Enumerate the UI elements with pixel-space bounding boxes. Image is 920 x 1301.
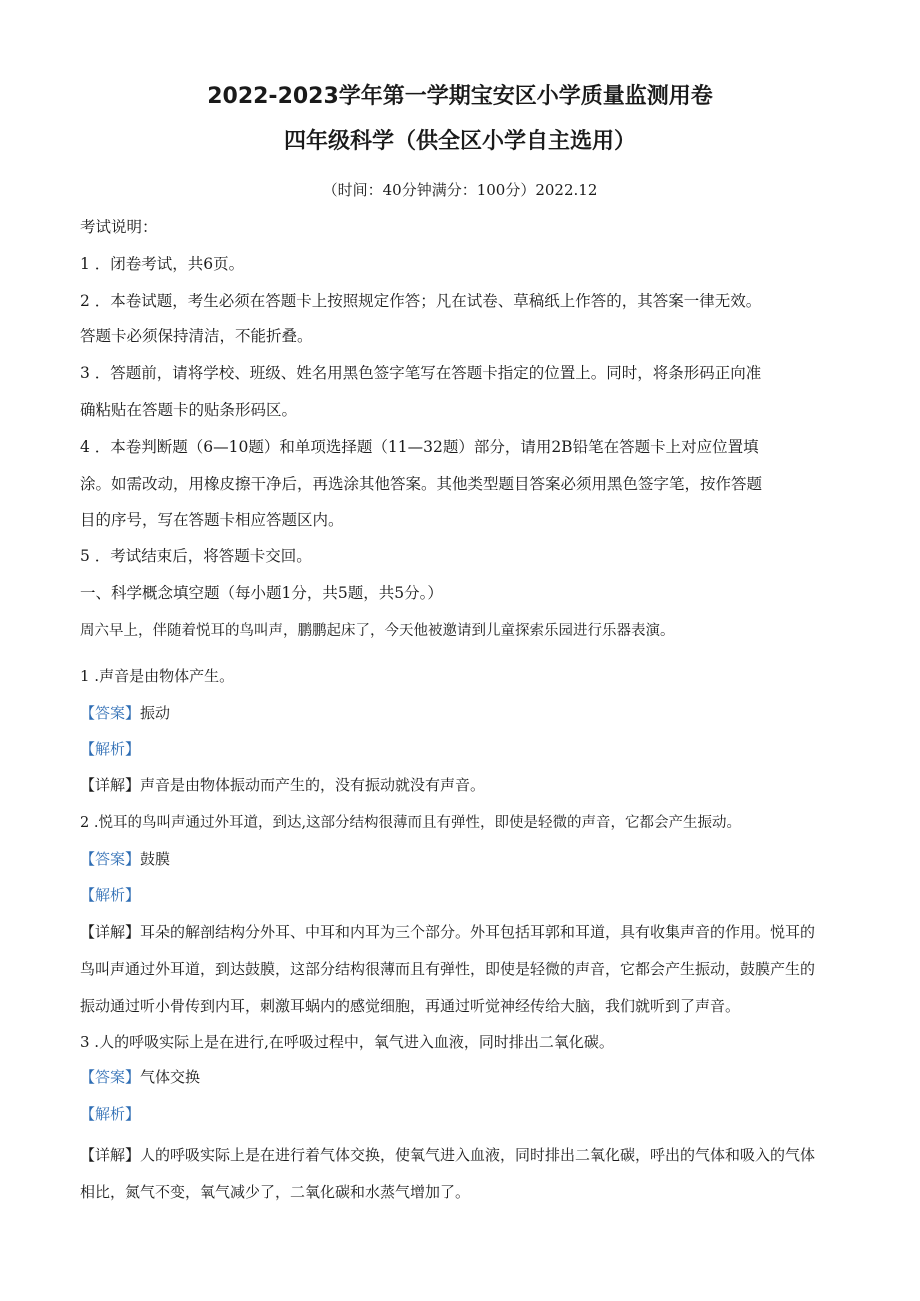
analysis-line — [80, 885, 140, 905]
detail-text: 人的呼吸实际上是在进行着气体交换，使氧气进入血液，同时排出二氧化碳，呼出的气体和吸入的气体 — [140, 1146, 816, 1164]
answer-line — [80, 1067, 200, 1087]
detail-label: 【详解】 — [80, 776, 141, 794]
detail-label: 【详解】 — [80, 1146, 141, 1164]
exam-time-info: （时间：40分钟满分：100分）2022.12 — [322, 181, 598, 199]
section-heading: 一、科学概念填空题（每小题1分，共5题，共5分。） — [80, 584, 443, 602]
instruction-item: 2 ．本卷试题，考生必须在答题卡上按照规定作答；凡在试卷、草稿纸上作答的，其答案一律无效。 — [80, 292, 762, 310]
answer-line — [80, 703, 170, 723]
instruction-item: 目的序号，写在答题卡相应答题区内。 — [80, 511, 344, 529]
analysis-label: 【解析】 — [80, 740, 141, 758]
detail-line — [80, 1145, 815, 1165]
instructions-heading: 考试说明： — [80, 218, 158, 236]
detail-text: 耳朵的解剖结构分外耳、中耳和内耳为三个部分。外耳包括耳郭和耳道，具有收集声音的作用。悦耳的 — [140, 923, 816, 941]
answer-line — [80, 849, 170, 869]
answer-label: 【答案】 — [80, 1068, 141, 1086]
question-text: 2 .悦耳的鸟叫声通过外耳道，到达,这部分结构很薄而且有弹性，即使是轻微的声音，它都会产生振动。 — [80, 815, 742, 831]
answer-label: 【答案】 — [80, 850, 141, 868]
detail-line — [80, 775, 485, 795]
instruction-item: 5 ．考试结束后，将答题卡交回。 — [80, 547, 312, 565]
detail-text: 振动通过听小骨传到内耳，刺激耳蜗内的感觉细胞，再通过听觉神经传给大脑，我们就听到了声音。 — [80, 997, 741, 1015]
instruction-item: 3 ．答题前，请将学校、班级、姓名用黑色签字笔写在答题卡指定的位置上。同时，将条形码正向准 — [80, 364, 762, 382]
analysis-label: 【解析】 — [80, 1105, 141, 1123]
question-text: 1 .声音是由物体产生。 — [80, 667, 235, 685]
detail-line — [80, 922, 815, 942]
detail-text: 鸟叫声通过外耳道，到达鼓膜，这部分结构很薄而且有弹性，即使是轻微的声音，它都会产生振动，鼓膜产生的 — [80, 960, 816, 978]
answer-value: 振动 — [140, 704, 171, 722]
instruction-item: 4 ．本卷判断题（6—10题）和单项选择题（11—32题）部分，请用2B铅笔在答题卡上对应位置填 — [80, 438, 759, 456]
detail-text: 声音是由物体振动而产生的，没有振动就没有声音。 — [140, 776, 486, 794]
detail-text: 相比，氮气不变，氧气减少了，二氧化碳和水蒸气增加了。 — [80, 1183, 471, 1201]
instruction-item: 确粘贴在答题卡的贴条形码区。 — [80, 401, 298, 419]
instruction-item: 1 ．闭卷考试，共6页。 — [80, 255, 245, 273]
question-text: 3 .人的呼吸实际上是在进行,在呼吸过程中，氧气进入血液，同时排出二氧化碳。 — [80, 1033, 614, 1051]
answer-label: 【答案】 — [80, 704, 141, 722]
exam-title: 2022-2023学年第一学期宝安区小学质量监测用卷 — [207, 84, 713, 109]
analysis-label: 【解析】 — [80, 886, 141, 904]
section-intro: 周六早上，伴随着悦耳的鸟叫声，鹏鹏起床了，今天他被邀请到儿童探索乐园进行乐器表演。 — [80, 623, 675, 639]
analysis-line — [80, 1104, 140, 1124]
exam-subject-title: 四年级科学（供全区小学自主选用） — [283, 129, 636, 154]
answer-value: 鼓膜 — [140, 850, 171, 868]
instruction-item: 涂。如需改动，用橡皮擦干净后，再选涂其他答案。其他类型题目答案必须用黑色签字笔，按作答题 — [80, 475, 763, 493]
analysis-line — [80, 739, 140, 759]
answer-value: 气体交换 — [140, 1068, 201, 1086]
detail-label: 【详解】 — [80, 923, 141, 941]
instruction-item: 答题卡必须保持清洁，不能折叠。 — [80, 327, 313, 345]
